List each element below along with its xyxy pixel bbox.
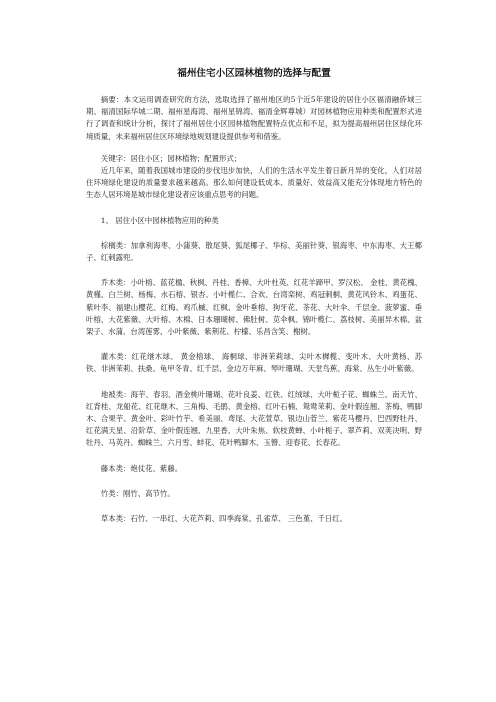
trees-paragraph: 乔木类：小叶榕、蓝花楹、秋枫、丹桂、香樟、大叶杜英、红花羊蹄甲、罗汉松、 金桂、黄花槐、黄槿、白兰树、杨梅、水石榕、银杏、小叶榄仁、合欢、台湾栾树、鸡冠刺桐、黄花风铃木、鸡蛋花、紫叶李、福建山樱花、红梅、鸡爪槭、红枫、金叶垂榕、狗牙花、茶花、大叶伞、千层金、菠萝蜜、垂叶榕、大花紫薇、大叶榕、木棉、日本珊瑚树、佛肚树、苋伞枫、锦叶榄仁、荔枝树、美丽异木棉、盆架子、水蒲、台湾莲雾、小叶紫薇、紫荆花、柠檬、乐昌含笑、榭树。 [86, 278, 422, 337]
shrubs-paragraph: 灌木类：红花继木球、 黄金榕球、 海桐球、非洲茉莉球、尖叶木樨榄、变叶木、大叶黄杨、苏铁、非洲茉莉、扶桑、龟甲冬青、红千层、金边万年麻、琴叶珊瑚、天堂鸟蕉、海棠、丛生小叶紫薇。 [86, 352, 422, 374]
abstract-paragraph: 摘要：本文运用调查研究的方法，选取选择了福州地区的5个近5年建设的居住小区福清融侨城三期、福清国际华城二期、福州星海湾、福州星锦湾、福清金辉尊城）对园林植物应用种类和配置形式进行了调查和统计分析，探讨了福州居住小区园林植物配置特点优点和不足，拟为提高福州居住区绿化环境质量，未来福州居住区环境绿地规划建设提供参考和借鉴。 [86, 95, 422, 141]
groundcover-paragraph: 地被类：海芋、春羽、酒金桃叶珊瑚、花叶良姜、红铁、红绒球、大叶栀子花、蜘蛛兰、南天竹、红背桂、龙船花、红花继木、三角梅、毛鹃、黄金榕、红叶石楠、鸳鸯茉莉、金叶假连翘、茶梅、鸭脚木、合果芋、黄金叶、彩叶竹芋、希美丽、鸢尾、大花萱草、银边山菅兰、紫花马樱丹、巴西野牡丹、红花满天星、沿阶草、金叶假连翘、九里香、大叶朱焦、软枝黄蝉、小叶栀子、翠芦莉、双荚决明、野牡丹、马英丹、蜘蛛兰、六月雪、蚌花、花叶鸭脚木、玉簪、迎春花、长春花。 [86, 389, 422, 448]
palms-paragraph: 棕榈类：加拿利海枣、小蒲葵、散尾葵、狐尾椰子、华棕、美丽针葵、银海枣、中东海枣、大王椰子、红刺露兜。 [86, 240, 422, 263]
bamboo-paragraph: 竹类：刚竹、高节竹。 [100, 488, 175, 498]
document-title: 福州住宅小区园林植物的选择与配置 [177, 68, 331, 79]
intro-paragraph: 近几年来，随着我国城市建设的步伐迅步加快，人们的生活水平发生着日新月异的变化，人们对居住环境绿化建设的质量要求越来越高。那么如何建设低成本、质量好、效益高又能充分体现地方特色的生态人居环境是城市绿化建设者应该重点思考的问题。 [86, 166, 422, 200]
keywords-paragraph: 关键字：居住小区；园林植物；配置形式； [100, 153, 242, 163]
section-heading-1: 1、 居住小区中园林植物应用的种类 [100, 215, 219, 225]
vines-paragraph: 藤本类：炮仗花、紫藤。 [100, 463, 183, 473]
herbs-paragraph: 草本类：石竹、一串红、大花芦莉、四季海棠、孔雀草、 三色堇、千日红、 [100, 514, 348, 524]
